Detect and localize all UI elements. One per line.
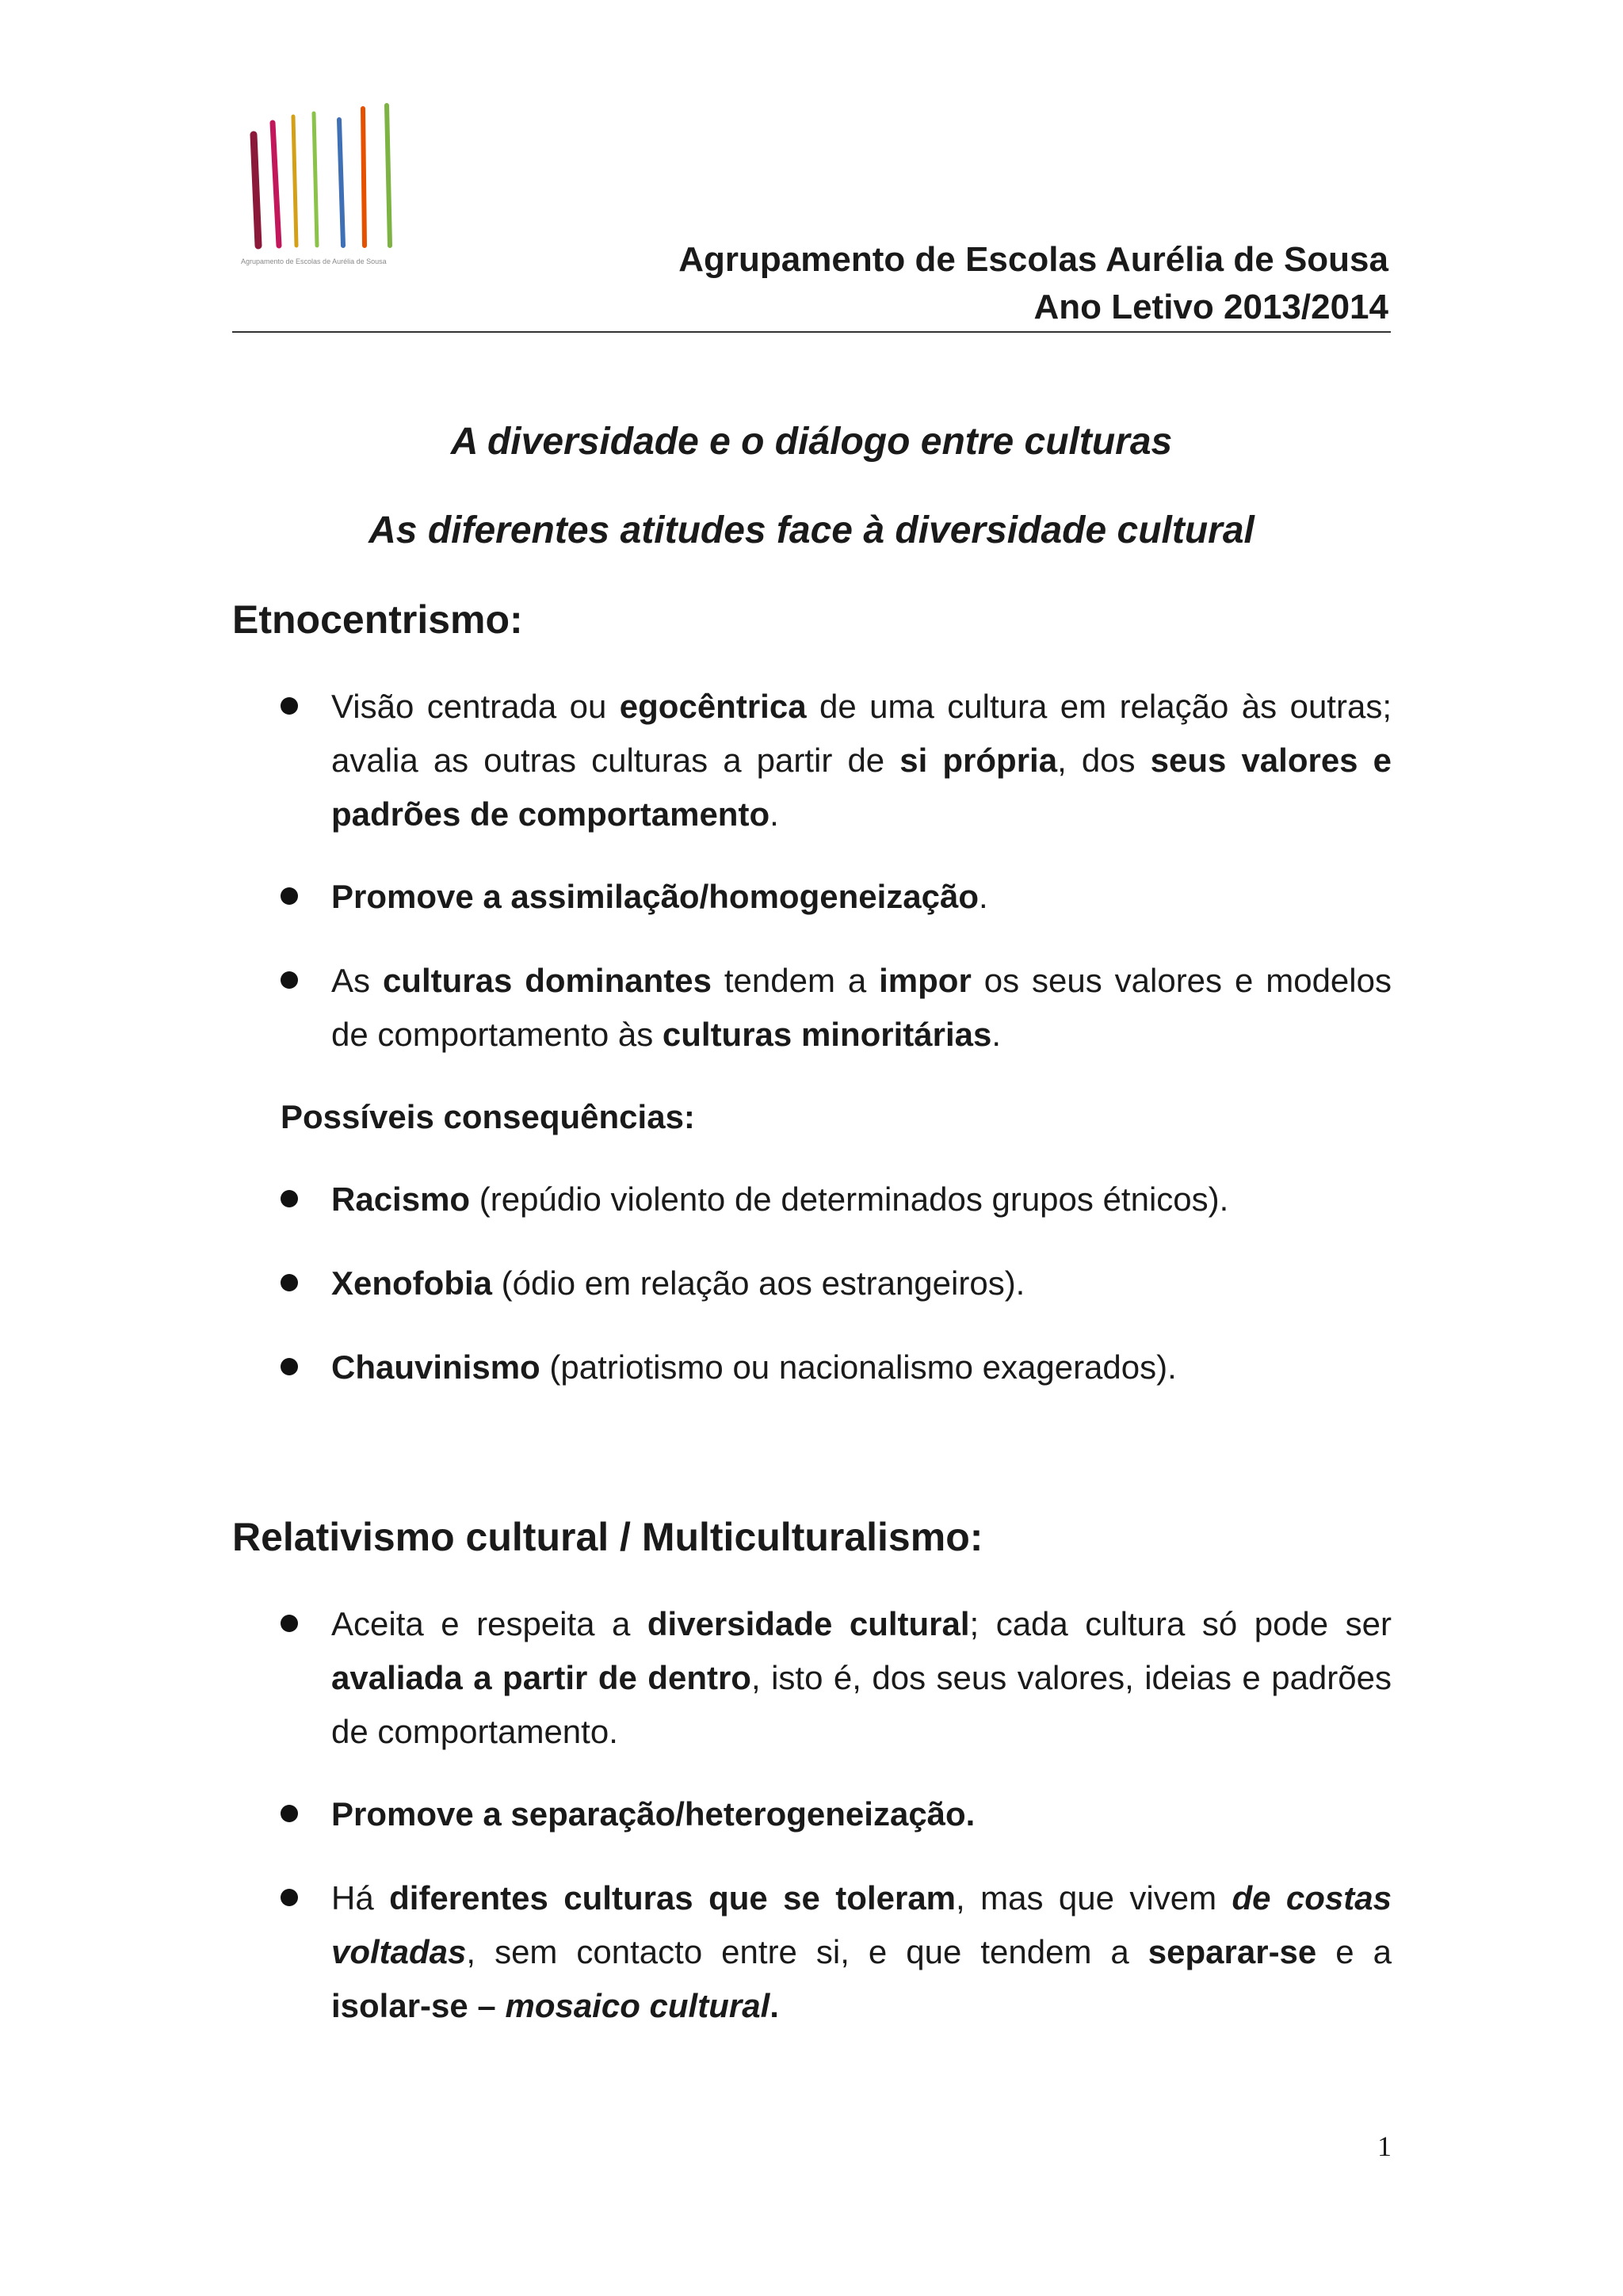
- list-item: [281, 1871, 1392, 2033]
- list-item: [281, 1787, 1392, 1841]
- logo-stripe: [254, 135, 258, 246]
- bullet-icon: [281, 1190, 298, 1207]
- school-name: Agrupamento de Escolas Aurélia de Sousa: [678, 240, 1388, 279]
- list-item-text: Chauvinismo (patriotismo ou nacionalismo exagerados).: [331, 1348, 1177, 1386]
- bullet-icon: [281, 1805, 298, 1822]
- list-item-text: Promove a assimilação/homogeneização.: [331, 878, 988, 915]
- school-logo-graphic: [238, 99, 420, 273]
- list-item: [281, 1257, 1392, 1310]
- list-item-text: Visão centrada ou egocêntrica de uma cultura em relação às outras; avalia as outras culturas a partir de si própria, dos seus valores e padrões de comportamento.: [331, 688, 1392, 833]
- list-item-text: Promove a separação/heterogeneização.: [331, 1795, 976, 1833]
- bullet-icon: [281, 971, 298, 989]
- school-logo: [238, 99, 420, 273]
- list-item-text: Há diferentes culturas que se toleram, mas que vivem de costas voltadas, sem contacto entre si, e que tendem a separar-se e a isolar-se – mosaico cultural.: [331, 1879, 1392, 2024]
- document-header: [678, 236, 1388, 331]
- list-item-text: Racismo (repúdio violento de determinados grupos étnicos).: [331, 1180, 1229, 1218]
- list-item: [281, 1173, 1392, 1226]
- bullet-icon: [281, 1889, 298, 1906]
- list-item-text: Xenofobia (ódio em relação aos estrangeiros).: [331, 1264, 1025, 1302]
- list-item: [281, 870, 1392, 924]
- bullet-icon: [281, 887, 298, 905]
- list-item: [281, 1341, 1392, 1394]
- bullet-icon: [281, 1358, 298, 1375]
- list-item: [281, 680, 1392, 841]
- logo-stripe: [293, 116, 296, 246]
- bullet-icon: [281, 1615, 298, 1632]
- list-item-text: Aceita e respeita a diversidade cultural; cada cultura só pode ser avaliada a partir de dentro, isto é, dos seus valores, ideias e padrões de comportamento.: [331, 1605, 1392, 1750]
- list-item-text: As culturas dominantes tendem a impor os seus valores e modelos de comportamento às culturas minoritárias.: [331, 962, 1392, 1053]
- consequences-heading: Possíveis consequências:: [281, 1098, 695, 1135]
- section-heading-etnocentrismo: Etnocentrismo:: [232, 597, 523, 642]
- bullet-icon: [281, 697, 298, 715]
- logo-caption: Agrupamento de Escolas de Aurélia de Sousa: [241, 257, 387, 265]
- subtitle: As diferentes atitudes face à diversidade cultural: [369, 509, 1254, 551]
- logo-stripe: [339, 120, 343, 246]
- list-item: [281, 954, 1392, 1062]
- section-heading-relativismo: Relativismo cultural / Multiculturalismo:: [232, 1515, 983, 1559]
- logo-stripe: [363, 109, 365, 246]
- list-item: [281, 1597, 1392, 1759]
- logo-stripe: [273, 123, 279, 246]
- header-divider: [232, 331, 1391, 333]
- logo-stripe: [314, 113, 317, 246]
- main-title: A diversidade e o diálogo entre culturas: [450, 421, 1173, 463]
- logo-stripe: [387, 105, 390, 246]
- bullet-icon: [281, 1274, 298, 1291]
- school-year: Ano Letivo 2013/2014: [1033, 288, 1388, 326]
- page-number: 1: [1377, 2130, 1392, 2162]
